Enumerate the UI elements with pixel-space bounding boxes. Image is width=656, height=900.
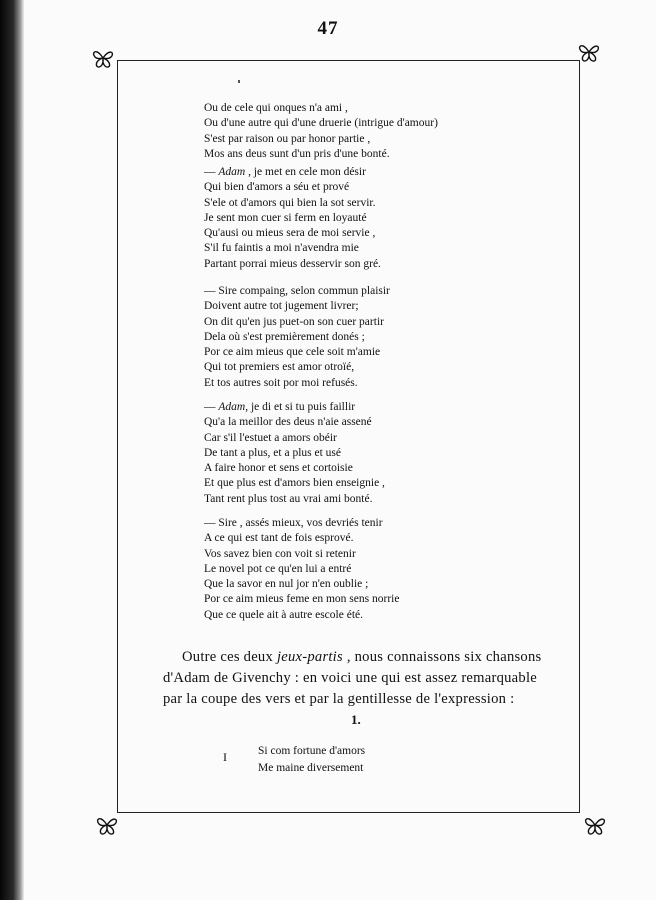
prose-line: d'Adam de Givenchy : en voici une qui est assez remarquable xyxy=(163,670,537,686)
verse-line: On dit qu'en jus puet-on son cuer partir xyxy=(204,315,384,328)
prose-line: par la coupe des vers et par la gentillesse de l'expression : xyxy=(163,691,515,707)
verse-line: A faire honor et sens et cortoisie xyxy=(204,462,353,475)
song-number: 1. xyxy=(351,712,361,727)
verse-line: Car s'il l'estuet a amors obéir xyxy=(204,431,337,444)
stanza-4 xyxy=(204,400,504,507)
song-verse xyxy=(258,743,365,777)
verse-line: S'est par raison ou par honor partie , xyxy=(204,132,371,145)
verse-line: Ou de cele qui onques n'a ami , xyxy=(204,102,348,114)
verse-line: Qui bien d'amors a séu et prové xyxy=(204,181,350,194)
verse-line: — Adam, je di et si tu puis faillir xyxy=(204,401,356,413)
stanza-5 xyxy=(204,516,504,623)
verse-line: Et tos autres soit por moi refusés. xyxy=(204,376,358,389)
verse-line: S'il fu faintis a moi n'avendra mie xyxy=(204,242,359,255)
corner-ornament-bottom-left xyxy=(94,812,120,838)
verse-line: Doivent autre tot jugement livrer; xyxy=(204,300,359,313)
verse-line: A ce qui est tant de fois esprové. xyxy=(204,532,354,545)
verse-line: Le novel pot ce qu'en lui a entré xyxy=(204,562,352,575)
verse-line: Vos savez bien con voit si retenir xyxy=(204,547,356,560)
page-number: 47 xyxy=(317,18,339,39)
verse-line: — Sire , assés mieux, vos devriés tenir xyxy=(204,517,383,529)
verse-line: Dela où s'est premièrement donés ; xyxy=(204,330,365,343)
verse-line: Qu'a la meillor des deus n'aie assené xyxy=(204,416,372,429)
verse-line: — Adam , je met en cele mon désir xyxy=(204,166,366,178)
print-mark xyxy=(238,80,240,83)
verse-line: Et que plus est d'amors bien enseignie , xyxy=(204,477,385,490)
prose-paragraph xyxy=(163,647,543,710)
prose-line: Outre ces deux jeux-partis , nous connaissons six chansons xyxy=(182,649,542,665)
verse-line: Que la savor en nul jor n'en oublie ; xyxy=(204,578,369,591)
verse-line: Por ce aim mieus feme en mon sens norrie xyxy=(204,593,400,606)
stanza-3 xyxy=(204,284,504,391)
verse-line: Me maine diversement xyxy=(258,762,364,774)
verse-line: Si com fortune d'amors xyxy=(258,745,366,757)
verse-line: Tant rent plus tost au vrai ami bonté. xyxy=(204,492,373,505)
verse-line: Ou d'une autre qui d'une druerie (intrigue d'amour) xyxy=(204,117,438,130)
corner-ornament-top-left xyxy=(90,45,116,71)
stanza-roman-numeral: I xyxy=(223,750,227,764)
stanza-2 xyxy=(204,165,504,272)
verse-line: Por ce aim mieus que cele soit m'amie xyxy=(204,346,381,359)
verse-line: De tant a plus, et a plus et usé xyxy=(204,446,342,459)
verse-line: Que ce quele ait à autre escole été. xyxy=(204,608,363,621)
stanza-1 xyxy=(204,101,504,162)
corner-ornament-bottom-right xyxy=(582,812,608,838)
verse-line: S'ele ot d'amors qui bien la sot servir. xyxy=(204,196,376,209)
verse-line: Partant porrai mieus desservir son gré. xyxy=(204,257,381,270)
corner-ornament-top-right xyxy=(576,39,602,65)
verse-line: Mos ans deus sunt d'un pris d'une bonté. xyxy=(204,147,390,160)
verse-line: — Sire compaing, selon commun plaisir xyxy=(204,285,390,297)
verse-line: Qui tot premiers est amor otroïé, xyxy=(204,361,355,374)
book-spine-shadow xyxy=(0,0,24,900)
verse-line: Je sent mon cuer si ferm en loyauté xyxy=(204,211,367,224)
verse-line: Qu'ausi ou mieus sera de moi servie , xyxy=(204,227,376,240)
